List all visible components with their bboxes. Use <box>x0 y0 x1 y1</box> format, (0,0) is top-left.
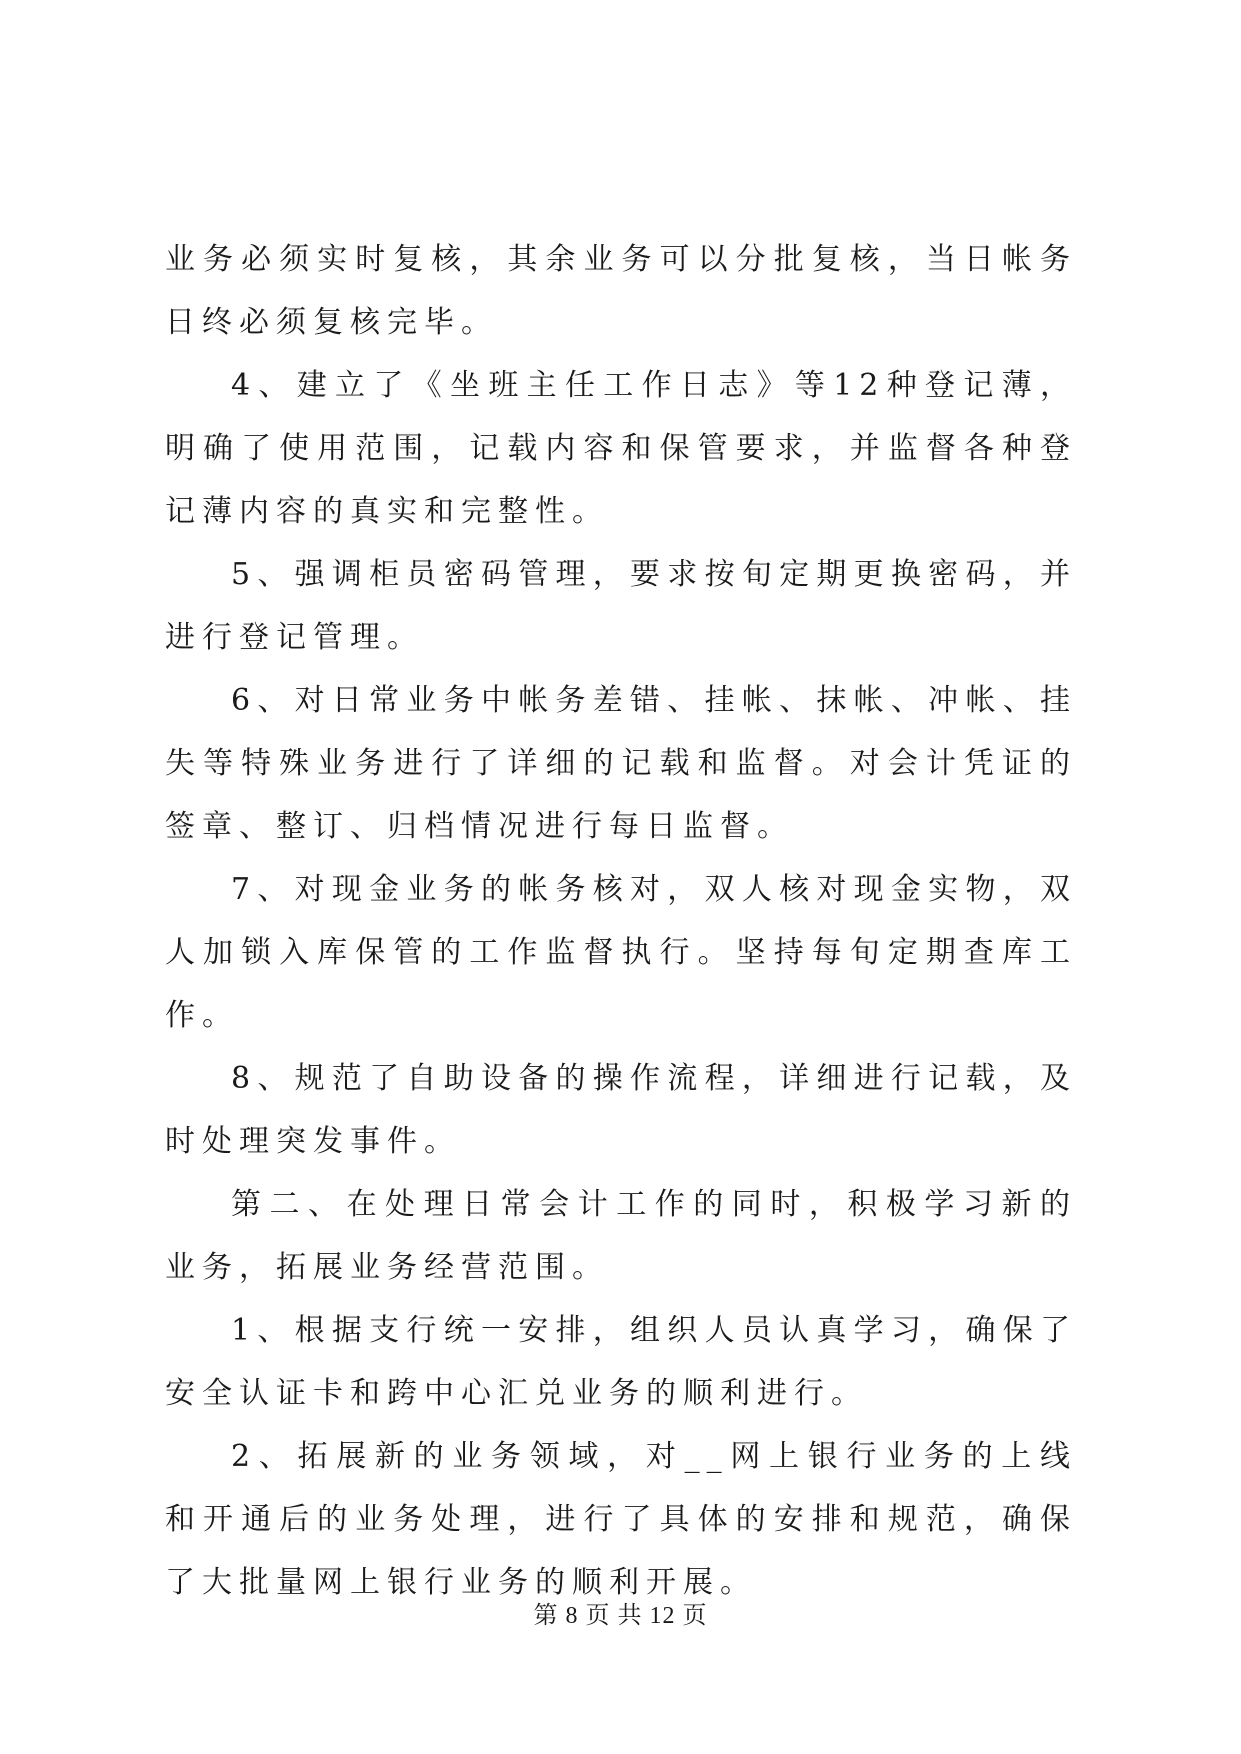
page-footer <box>0 1600 1241 1632</box>
paragraph-item-7: 7、对现金业务的帐务核对，双人核对现金实物，双人加锁入库保管的工作监督执行。坚持每旬定期查库工作。 <box>165 872 1077 1033</box>
paragraph-item-8: 8、规范了自助设备的操作流程，详细进行记载，及时处理突发事件。 <box>165 1061 1077 1159</box>
paragraph-subitem-1: 1、根据支行统一安排，组织人员认真学习，确保了安全认证卡和跨中心汇兑业务的顺利进行。 <box>165 1313 1077 1411</box>
paragraph-continuation: 业务必须实时复核，其余业务可以分批复核，当日帐务日终必须复核完毕。 <box>165 242 1077 340</box>
paragraph-subitem-2: 2、拓展新的业务领域，对__网上银行业务的上线和开通后的业务处理，进行了具体的安排和规范，确保了大批量网上银行业务的顺利开展。 <box>165 1439 1077 1600</box>
paragraph-item-6: 6、对日常业务中帐务差错、挂帐、抹帐、冲帐、挂失等特殊业务进行了详细的记载和监督。对会计凭证的签章、整订、归档情况进行每日监督。 <box>165 683 1077 844</box>
section-heading-second: 第二、在处理日常会计工作的同时，积极学习新的业务，拓展业务经营范围。 <box>165 1187 1077 1285</box>
paragraph-item-4: 4、建立了《坐班主任工作日志》等12种登记薄，明确了使用范围，记载内容和保管要求，并监督各种登记薄内容的真实和完整性。 <box>165 368 1077 529</box>
paragraph-item-5: 5、强调柜员密码管理，要求按旬定期更换密码，并进行登记管理。 <box>165 557 1077 655</box>
page-number-label: 第 8 页 共 12 页 <box>533 1603 708 1629</box>
document-body <box>165 228 1077 1614</box>
